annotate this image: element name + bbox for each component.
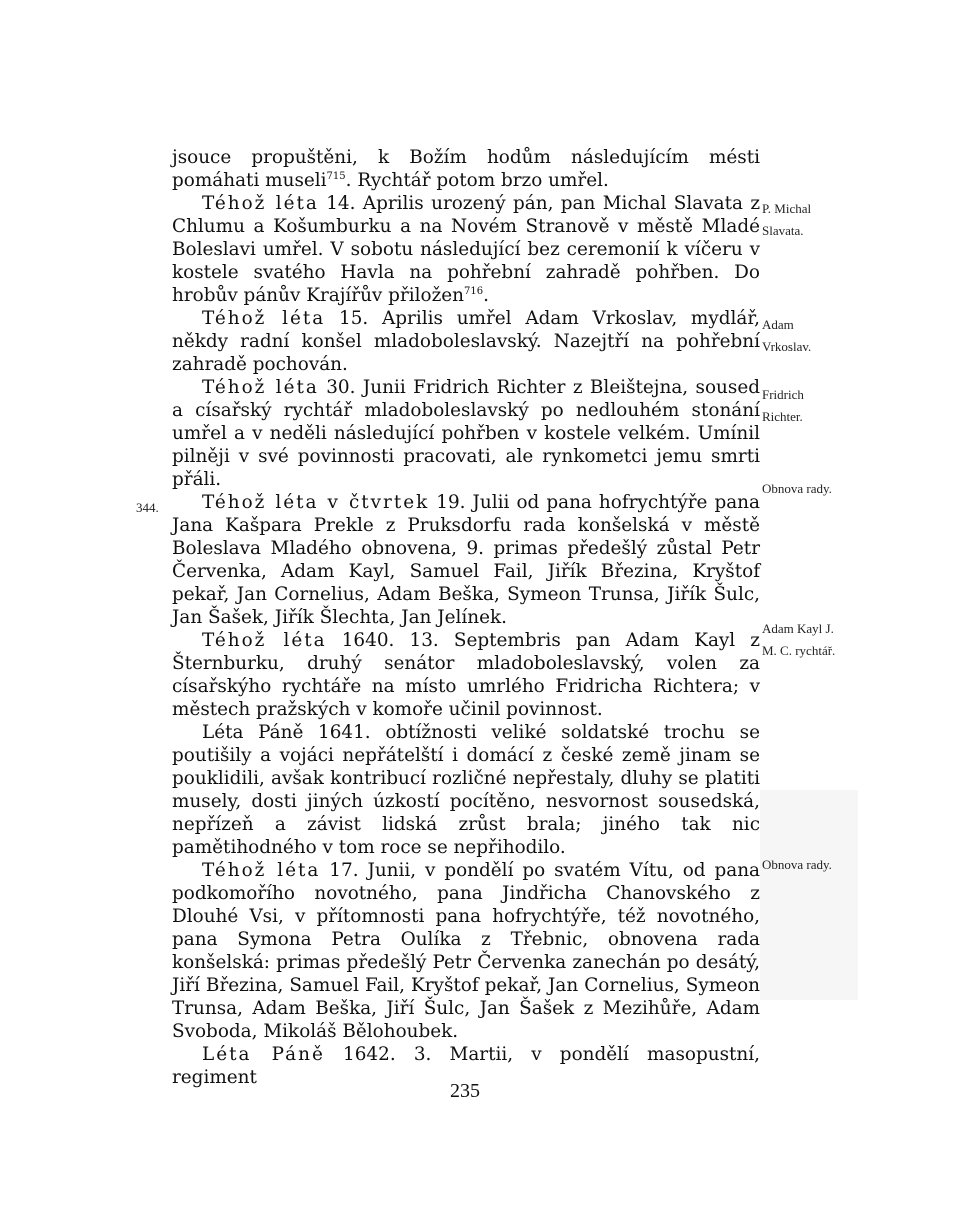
scan-shading — [760, 790, 858, 1000]
page-number: 235 — [450, 1080, 480, 1102]
paragraph: Téhož léta 30. Junii Fridrich Richter z Bleištejna, soused a císařský rychtář mladoboleslavský po nedlouhém stonání umřel a v neděli následující pohřben v kostele velkém. Umínil pilněji v své povinnosti pracovati, ale rynkometci jemu smrti přáli. — [172, 377, 760, 490]
paragraph: Téhož léta 1640. 13. Septembris pan Adam Kayl z Šternburku, druhý senátor mladoboleslavský, volen za císařskýho rychtáře na místo umrlého Fridricha Richtera; v městech pražských v komoře učinil povinnost. — [172, 630, 761, 720]
paragraph: Téhož léta 14. Aprilis urozený pán, pan Michal Slavata z Chlumu a Košumburku a na Novém Stranově v městě Mladé Boleslavi umřel. V sobotu následující bez ceremonií k víčeru v kostele svatého Havla na pohřební zahradě pohřben. Do hrobův pánův Krajířův přiložen$^{716}$. — [172, 193, 761, 306]
margin-note: Fridrich Richter. — [762, 387, 804, 424]
paragraph: Léta Páně 1642. 3. Martii, v pondělí masopustní, regiment — [172, 1044, 760, 1088]
paragraph: jsouce propuštěni, k Božím hodům následujícím mésti pomáhati museli$^{715}$. Rychtář potom brzo umřel. — [172, 147, 760, 191]
margin-note: Adam Kayl J. M. C. rychtář. — [762, 621, 836, 658]
page-reference-number: 344. — [136, 500, 159, 515]
margin-note: Obnova rady. — [762, 481, 832, 496]
margin-note: P. Michal Slavata. — [762, 201, 812, 238]
paragraph: Téhož léta v čtvrtek 19. Julii od pana hofrychtýře pana Jana Kašpara Prekle z Pruksdorfu rada konšelská v městě Boleslava Mladého obnovena, 9. primas předešlý zůstal Petr Červenka, Adam Kayl, Samuel Fail, Jiřík Březina, Kryštof pekař, Jan Cornelius, Adam Beška, Symeon Trunsa, Jiřík Šulc, Jan Šašek, Jiřík Šlechta, Jan Jelínek. — [172, 492, 760, 628]
main-text — [172, 146, 760, 1089]
paragraph: Téhož léta 17. Junii, v pondělí po svatém Vítu, od pana podkomořího novotného, pana Jindřicha Chanovského z Dlouhé Vsi, v přítomnosti pana hofrychtýře, též novotného, pana Symona Petra Oulíka z Třebnic, obnovena rada konšelská: primas předešlý Petr Červenka zanechán po desátý, Jiří Březina, Samuel Fail, Kryštof pekař, Jan Cornelius, Symeon Trunsa, Adam Beška, Jiří Šulc, Jan Šašek z Mezihůře, Adam Svoboda, Mikoláš Bělohoubek. — [172, 860, 761, 1042]
margin-note: Adam Vrkoslav. — [762, 317, 812, 354]
margin-note: Obnova rady. — [762, 857, 832, 872]
paragraph: Léta Páně 1641. obtížnosti veliké soldatské trochu se poutišily a vojáci nepřátelští i domácí z české země jinam se pouklidili, avšak kontribucí rozličné nepřestaly, dluhy se platiti musely, dosti jiných úzkostí pocítěno, nesvornost sousedská, nepřízeň a závist lidská zrůst brala; jiného tak nic pamětihodného v tom roce se nepřihodilo. — [172, 722, 760, 858]
paragraph: Téhož léta 15. Aprilis umřel Adam Vrkoslav, mydlář, někdy radní konšel mladoboleslavský. Nazejtří na pohřební zahradě pochován. — [172, 308, 760, 375]
